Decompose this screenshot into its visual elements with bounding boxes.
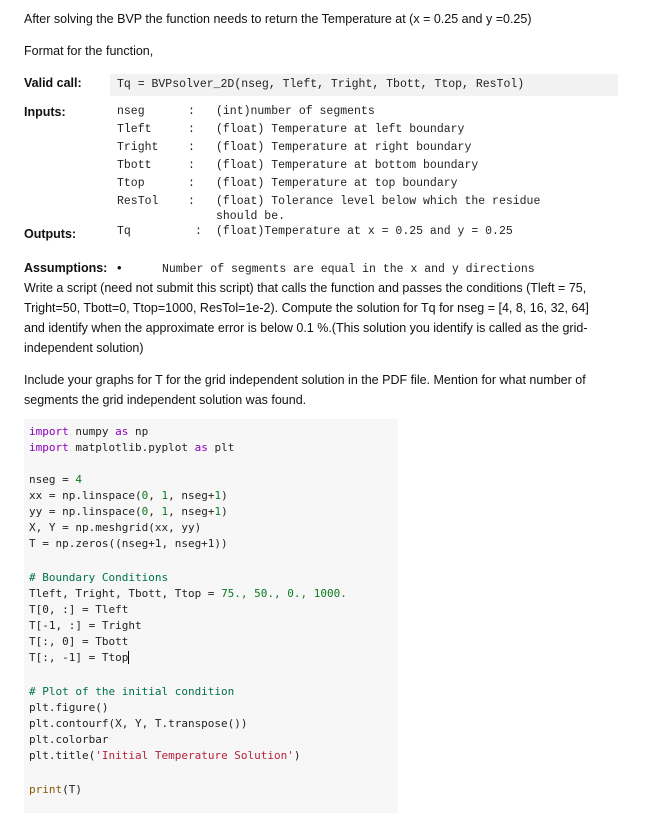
input-colon: :: [188, 123, 195, 136]
input-colon: :: [188, 105, 195, 118]
input-desc: (float) Temperature at right boundary: [216, 141, 472, 154]
code-line: T[:, 0] = Tbott: [29, 635, 129, 648]
code-line: [29, 650, 129, 666]
code-line: X, Y = np.meshgrid(xx, yy): [29, 521, 202, 534]
bullet: •: [117, 260, 122, 275]
input-desc-continuation: should be.: [216, 210, 286, 223]
valid-call-code: Tq = BVPsolver_2D(nseg, Tleft, Tright, Tbott, Ttop, ResTol): [117, 78, 525, 91]
code-line: plt.figure(): [29, 701, 109, 714]
input-name: nseg: [117, 105, 145, 118]
code-line: plt.colorbar: [29, 733, 109, 746]
input-name: Tleft: [117, 123, 152, 136]
assumptions-label: Assumptions:: [24, 261, 108, 275]
input-colon: :: [188, 177, 195, 190]
keyword: as: [194, 441, 208, 454]
input-colon: :: [188, 159, 195, 172]
paragraph-line: Tright=50, Tbott=0, Ttop=1000, ResTol=1e-2). Compute the solution for Tq for nseg = [4, 8, 16, 32, 64]: [24, 301, 589, 315]
input-desc: (float) Temperature at top boundary: [216, 177, 458, 190]
inputs-label: Inputs:: [24, 105, 66, 119]
keyword: as: [115, 425, 129, 438]
paragraph-line: Write a script (need not submit this script) that calls the function and passes the conditions (Tleft = 75,: [24, 281, 587, 295]
code-comment: # Plot of the initial condition: [29, 685, 235, 698]
code-line: plt.contourf(X, Y, T.transpose()): [29, 717, 248, 730]
input-name: ResTol: [117, 195, 159, 208]
intro-text: After solving the BVP the function needs to return the Temperature at (x = 0.25 and y =0.25): [24, 12, 532, 26]
code-comment: # Boundary Conditions: [29, 571, 169, 584]
code-line: T[-1, :] = Tright: [29, 619, 142, 632]
valid-call-label: Valid call:: [24, 76, 82, 90]
output-name: Tq: [117, 225, 131, 238]
code-line: import numpy as np: [29, 425, 149, 438]
paragraph-line: segments the grid independent solution was found.: [24, 393, 307, 407]
input-desc: (int)number of segments: [216, 105, 375, 118]
paragraph-line: Include your graphs for T for the grid independent solution in the PDF file. Mention for what number of: [24, 373, 586, 387]
code-line: Tleft, Tright, Tbott, Ttop = 75., 50., 0., 1000.: [29, 587, 347, 600]
code-line: plt.title('Initial Temperature Solution'): [29, 749, 301, 762]
paragraph-line: and identify when the approximate error is below 0.1 %.(This solution you identify is called as the grid-: [24, 321, 588, 335]
output-colon: :: [195, 225, 202, 238]
input-colon: :: [188, 141, 195, 154]
code-line: xx = np.linspace(0, 1, nseg+1): [29, 489, 228, 502]
input-desc: (float) Temperature at left boundary: [216, 123, 465, 136]
code-line: T[0, :] = Tleft: [29, 603, 129, 616]
include-paragraph: [24, 370, 624, 410]
input-desc: (float) Temperature at bottom boundary: [216, 159, 479, 172]
format-heading: Format for the function,: [24, 44, 154, 58]
code-line: T = np.zeros((nseg+1, nseg+1)): [29, 537, 228, 550]
input-desc: (float) Tolerance level below which the residue: [216, 195, 541, 208]
assumptions-paragraph: [24, 278, 624, 358]
code-line: nseg = 4: [29, 473, 82, 486]
input-name: Tbott: [117, 159, 152, 172]
code-line: yy = np.linspace(0, 1, nseg+1): [29, 505, 228, 518]
keyword: import: [29, 425, 69, 438]
outputs-label: Outputs:: [24, 227, 77, 241]
code-line: print(T): [29, 783, 82, 796]
input-name: Ttop: [117, 177, 145, 190]
assumption-bullet-text: Number of segments are equal in the x and y directions: [162, 263, 535, 276]
paragraph-line: independent solution): [24, 341, 144, 355]
input-name: Tright: [117, 141, 159, 154]
code-line: import matplotlib.pyplot as plt: [29, 441, 235, 454]
output-desc: (float)Temperature at x = 0.25 and y = 0.25: [216, 225, 513, 238]
keyword: import: [29, 441, 69, 454]
text-cursor-line[interactable]: T[:, -1] = Ttop: [29, 651, 129, 664]
input-colon: :: [188, 195, 195, 208]
